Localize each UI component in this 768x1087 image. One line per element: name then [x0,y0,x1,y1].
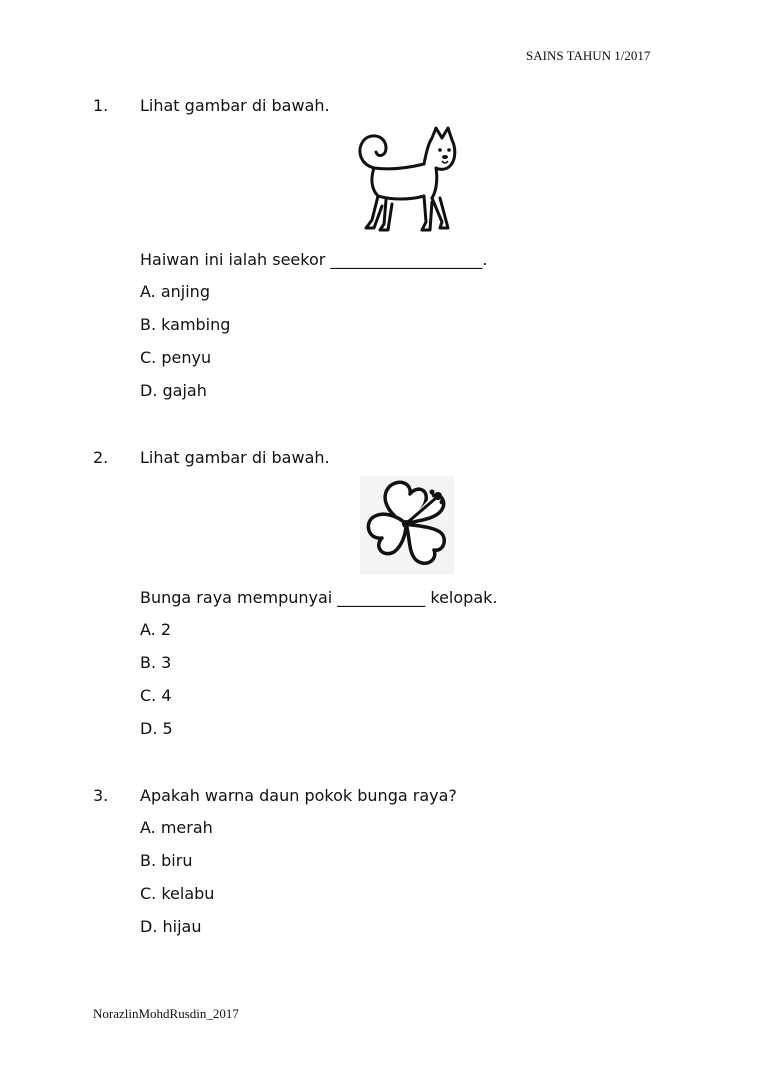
option-d: D. hijau [140,917,202,936]
option-d: D. gajah [140,381,207,400]
dog-icon [352,124,462,236]
option-a: A. anjing [140,282,210,301]
option-b: B. 3 [140,653,172,672]
option-b: B. biru [140,851,193,870]
question-prompt: Lihat gambar di bawah. [140,448,330,467]
option-c: C. 4 [140,686,172,705]
page-footer: NorazlinMohdRusdin_2017 [93,1006,239,1021]
option-a: A. 2 [140,620,172,639]
question-number: 1. [93,96,109,115]
question-prompt: Lihat gambar di bawah. [140,96,330,115]
question-number: 3. [93,786,109,805]
question-number: 2. [93,448,109,467]
option-b: B. kambing [140,315,231,334]
question-prompt: Apakah warna daun pokok bunga raya? [140,786,457,805]
question-sentence: Haiwan ini ialah seekor ___________________. [140,250,488,269]
option-a: A. merah [140,818,213,837]
option-d: D. 5 [140,719,173,738]
option-c: C. kelabu [140,884,215,903]
question-sentence: Bunga raya mempunyai ___________ kelopak. [140,588,498,607]
page-header: SAINS TAHUN 1/2017 [526,48,651,63]
hibiscus-flower-icon [360,476,454,574]
option-c: C. penyu [140,348,212,367]
